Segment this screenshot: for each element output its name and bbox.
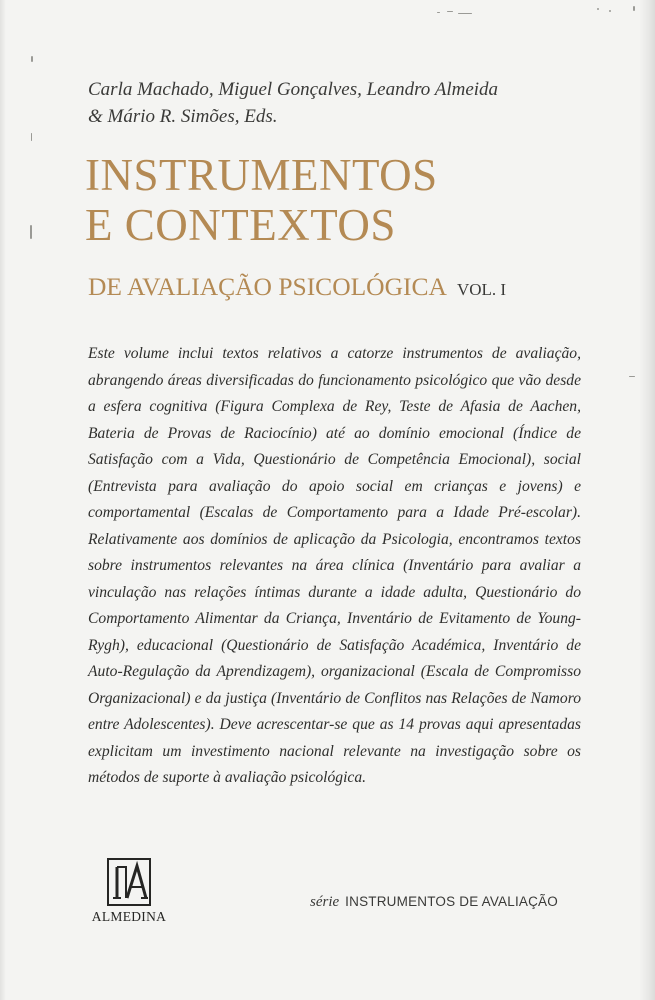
scan-speck <box>609 10 611 12</box>
series-name: INSTRUMENTOS DE AVALIAÇÃO <box>345 894 558 909</box>
scan-speck <box>633 6 635 11</box>
scan-speck <box>437 12 440 13</box>
series-label <box>310 893 610 911</box>
book-title-line-1: INSTRUMENTOS <box>85 150 438 200</box>
authors-line-1: Carla Machado, Miguel Gonçalves, Leandro Almeida <box>88 79 499 100</box>
authors-editors <box>88 76 608 130</box>
series-prefix: série <box>310 894 340 910</box>
book-subtitle <box>88 271 628 306</box>
scan-speck <box>31 56 33 62</box>
book-title <box>85 150 605 250</box>
book-description: Este volume inclui textos relativos a catorze instrumentos de avaliação, abrangendo áreas diversificadas do funcionamento psicológico que vão desde a esfera cognitiva (Figura Complexa de Rey, Teste de Afasia de Aachen, Bateria de Provas de Raciocínio) até ao domínio emocional (Índice de Satisfação com a Vida, Questionário de Competência Emocional), social (Entrevista para avaliação do apoio social em crianças e jovens) e comportamental (Escalas de Comportamento para a Idade Pré-escolar). Relativamente aos domínios de aplicação da Psicologia, encontramos textos sobre instrumentos relevantes na área clínica (Inventário para avaliar a vinculação nas relações íntimas durante a idade adulta, Questionário do Comportamento Alimentar da Criança, Inventário de Evitamento de Young-Rygh), educacional (Questionário de Satisfação Académica, Inventário de Auto-Regulação da Aprendizagem), organizacional (Escala de Compromisso Organizacional) e da justiça (Inventário de Conflitos nas Relações de Namoro entre Adolescentes). Deve acrescentar-se que as 14 provas aqui apresentadas explicitam um investimento nacional relevante na investigação sobre os métodos de suporte à avaliação psicológica. <box>88 345 581 786</box>
scan-speck <box>458 13 472 14</box>
volume-label: VOL. I <box>456 280 507 299</box>
publisher-block <box>79 857 179 925</box>
publisher-name: ALMEDINA <box>91 909 167 924</box>
authors-line-2: & Mário R. Simões, Eds. <box>88 106 278 127</box>
subtitle-text: DE AVALIAÇÃO PSICOLÓGICA <box>88 272 447 301</box>
scan-speck <box>30 225 32 239</box>
book-title-line-2: E CONTEXTOS <box>85 200 396 250</box>
cover-right-edge-shadow <box>639 0 655 1000</box>
scan-speck <box>629 376 635 377</box>
scan-speck <box>597 8 599 10</box>
scan-speck <box>447 11 453 12</box>
scan-speck <box>31 133 32 141</box>
cover-left-edge <box>0 0 6 1000</box>
almedina-logo-icon <box>106 857 152 907</box>
